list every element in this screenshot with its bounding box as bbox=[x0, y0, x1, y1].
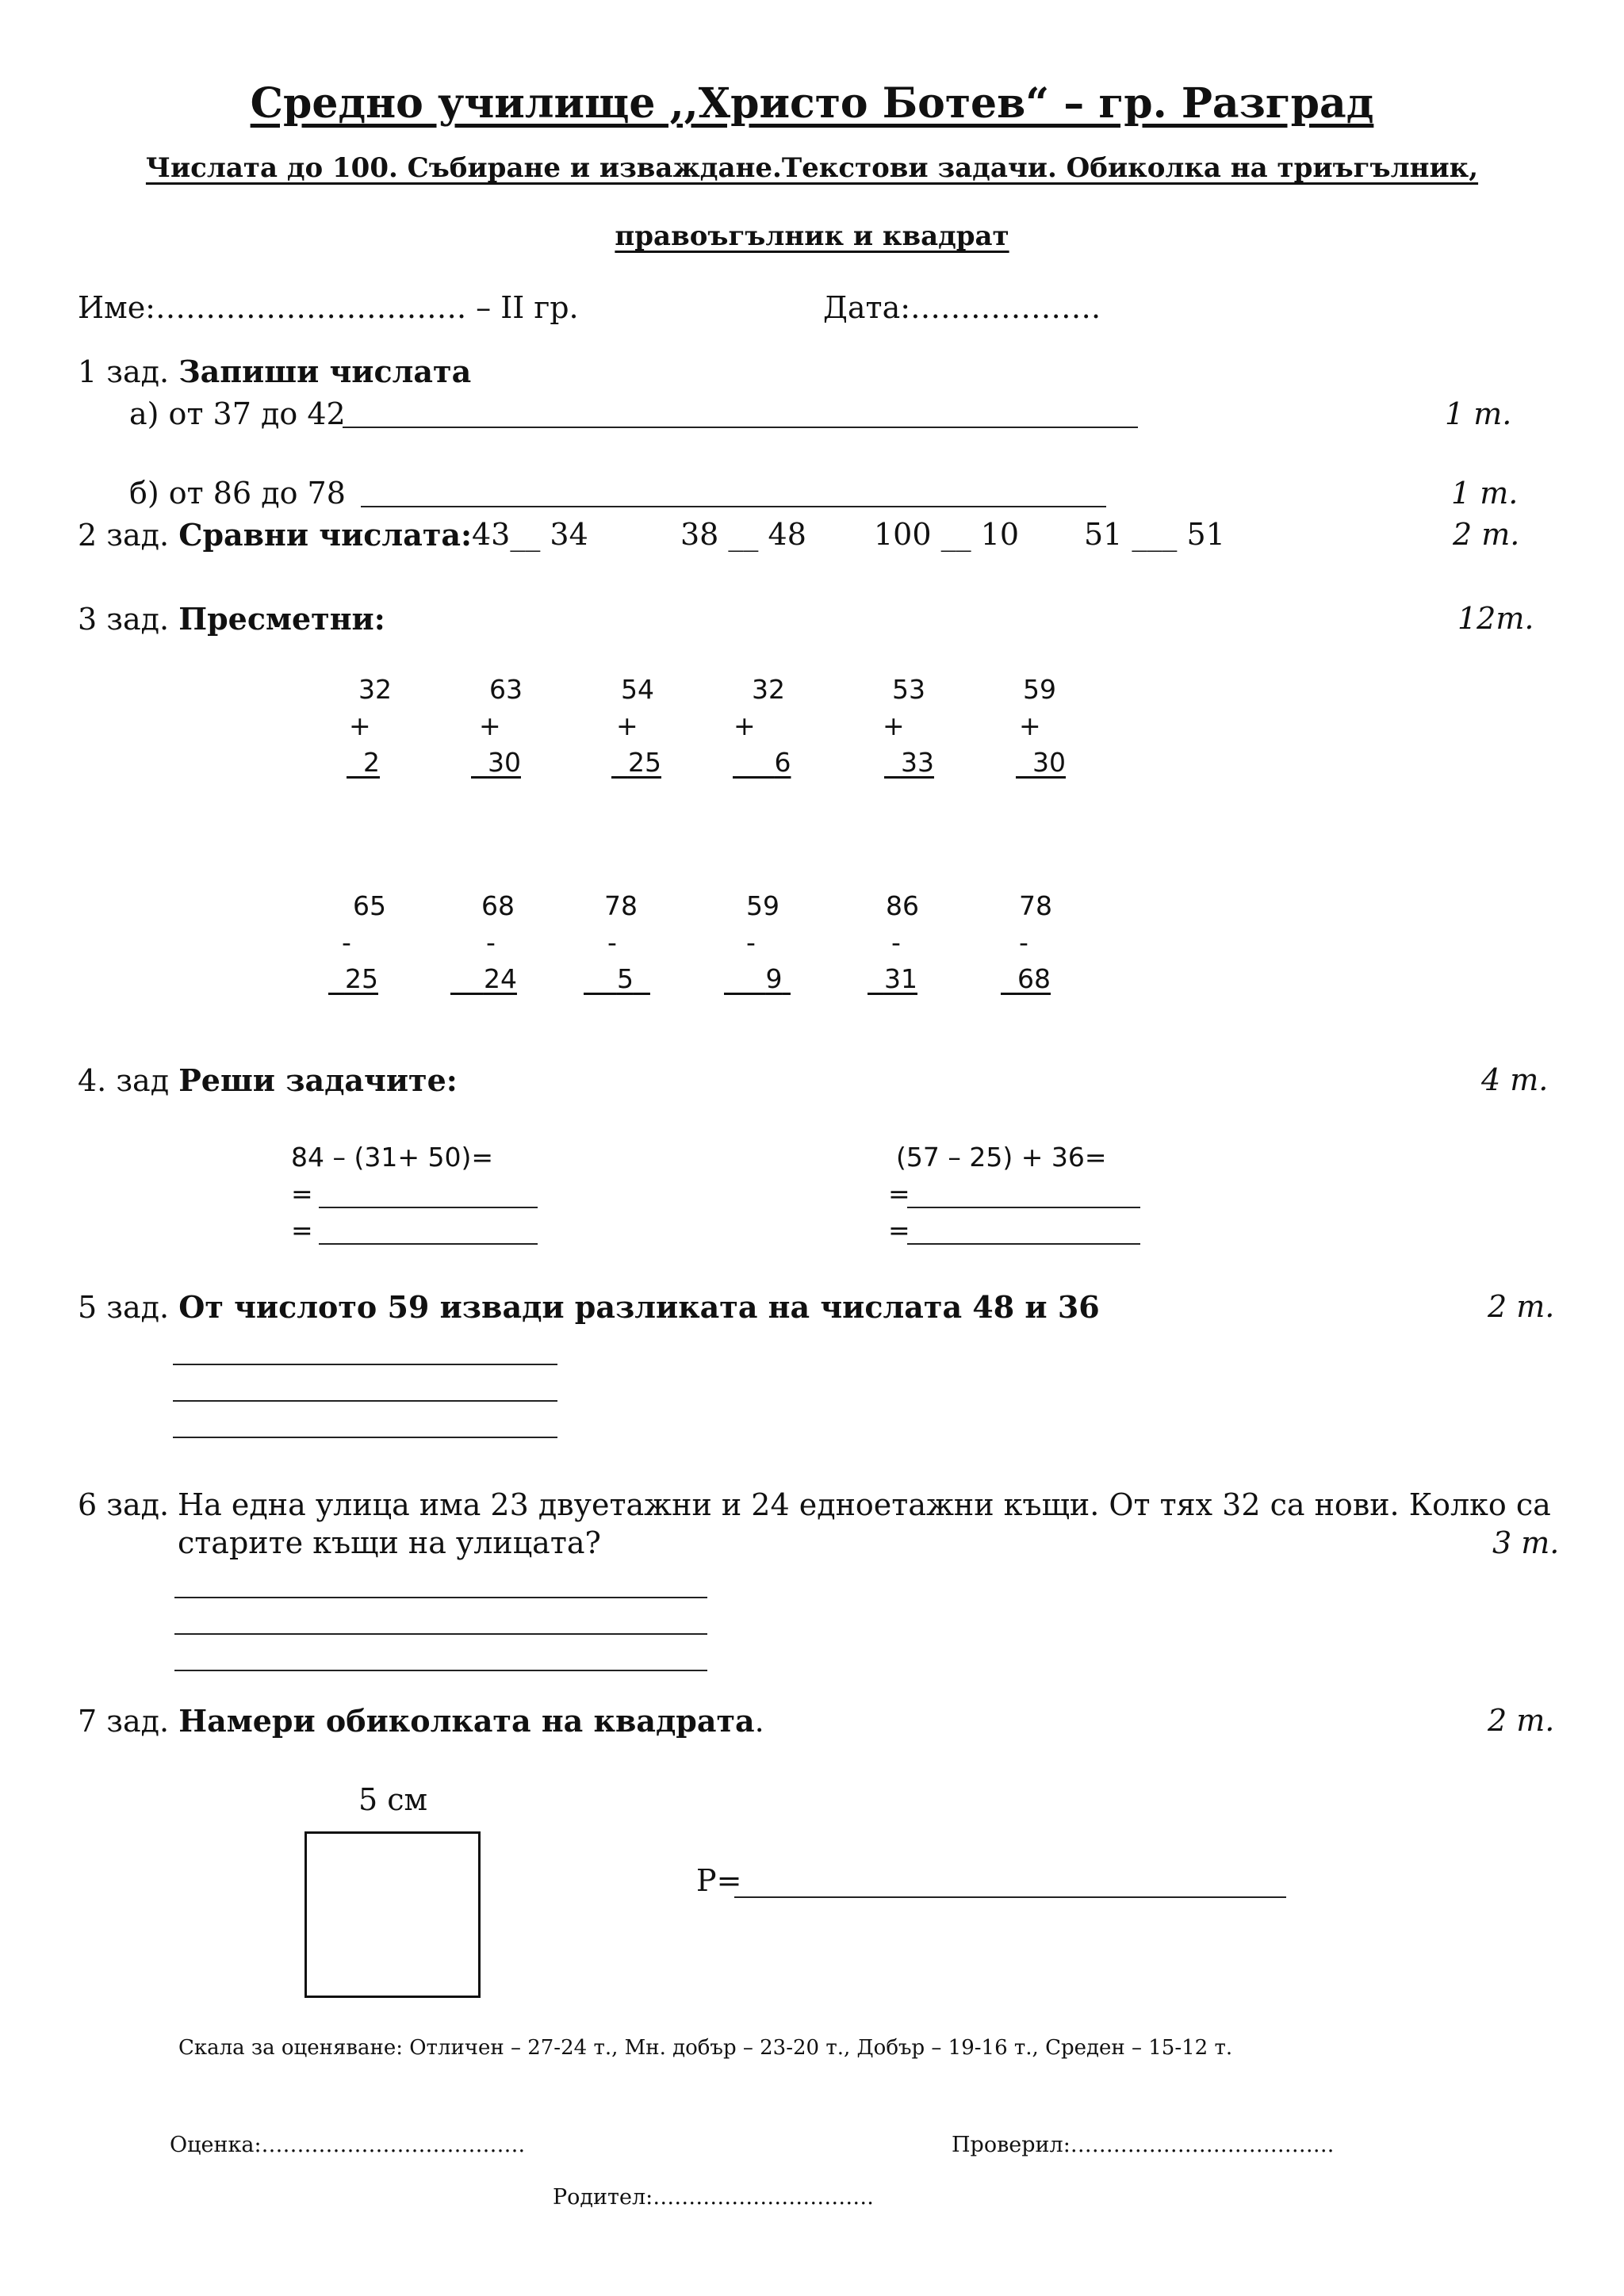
add1-bottom[interactable]: 2 bbox=[362, 747, 380, 778]
task5-number: 5 зад. bbox=[78, 1290, 170, 1325]
grade-field[interactable]: Оценка:………………………………. bbox=[170, 2133, 526, 2157]
square-figure bbox=[304, 1831, 481, 1998]
task1-number: 1 зад. bbox=[78, 354, 170, 389]
add1-op: + bbox=[349, 710, 371, 741]
sub6-top: 78 bbox=[1019, 890, 1052, 921]
task4-expression-2: (57 – 25) + 36= bbox=[896, 1142, 1107, 1173]
task5-answer-line-3[interactable] bbox=[173, 1437, 557, 1438]
task4-title: Реши задачите: bbox=[178, 1062, 458, 1098]
task3-heading bbox=[78, 601, 385, 637]
task1-a-label: а) от 37 до 42 bbox=[129, 396, 346, 431]
add5-top: 53 bbox=[892, 674, 925, 705]
task7-number: 7 зад. bbox=[78, 1704, 170, 1739]
add4-bottom[interactable]: 6 bbox=[774, 747, 791, 778]
perimeter-answer-line[interactable] bbox=[734, 1896, 1286, 1898]
task7-title: Намери обиколката на квадрата bbox=[178, 1703, 755, 1739]
task1-b-label: б) от 86 до 78 bbox=[129, 476, 346, 511]
sub2-op: - bbox=[486, 927, 496, 958]
task4-eq2-b: = bbox=[888, 1215, 910, 1246]
sub4-op: - bbox=[746, 927, 756, 958]
task6-text-line-2: старите къщи на улицата? bbox=[178, 1525, 601, 1560]
add6-top: 59 bbox=[1023, 674, 1056, 705]
task2-points: 2 т. bbox=[1453, 517, 1520, 552]
task4-answer-line-2a[interactable] bbox=[907, 1207, 1140, 1208]
task4-answer-line-2b[interactable] bbox=[907, 1243, 1140, 1245]
task4-eq2-a: = bbox=[888, 1178, 910, 1209]
task1-a-answer-line[interactable] bbox=[343, 427, 1138, 428]
grading-scale: Скала за оценяване: Отличен – 27-24 т., Мн. добър – 23-20 т., Добър – 19-16 т., Среден – 15-12 т. bbox=[178, 2036, 1233, 2060]
sub1-top: 65 bbox=[353, 890, 386, 921]
sub1-bottom[interactable]: 25 bbox=[344, 963, 378, 994]
school-title: Средно училище ,,Христо Ботев“ – гр. Разград bbox=[250, 79, 1374, 128]
task2-heading bbox=[78, 517, 472, 553]
task5-points: 2 т. bbox=[1488, 1289, 1555, 1324]
task6-points: 3 т. bbox=[1492, 1525, 1560, 1560]
compare-pair-3[interactable]: 100 __ 10 bbox=[874, 517, 1020, 552]
sub3-op: - bbox=[607, 927, 617, 958]
sub5-op: - bbox=[891, 927, 901, 958]
task4-eq1-a: = bbox=[291, 1178, 313, 1209]
sub6-op: - bbox=[1019, 927, 1028, 958]
sub4-top: 59 bbox=[746, 890, 779, 921]
add2-top: 63 bbox=[489, 674, 523, 705]
add6-bottom[interactable]: 30 bbox=[1032, 747, 1066, 778]
task6-text-line-1: На една улица има 23 двуетажни и 24 едноетажни къщи. От тях 32 са нови. Колко са bbox=[178, 1487, 1551, 1522]
add1-top: 32 bbox=[358, 674, 392, 705]
square-side-label: 5 см bbox=[358, 1782, 428, 1817]
task5-answer-line-2[interactable] bbox=[173, 1400, 557, 1402]
task5-title: От числото 59 извади разликата на числата 48 и 36 bbox=[178, 1289, 1100, 1325]
task5-answer-line-1[interactable] bbox=[173, 1364, 557, 1365]
sub2-top: 68 bbox=[481, 890, 515, 921]
add2-bottom[interactable]: 30 bbox=[487, 747, 521, 778]
sub5-bottom[interactable]: 31 bbox=[883, 963, 917, 994]
compare-pair-4[interactable]: 51 ___ 51 bbox=[1084, 517, 1225, 552]
task7-period: . bbox=[754, 1704, 764, 1739]
sub3-bottom[interactable]: 5 bbox=[616, 963, 634, 994]
compare-pair-2[interactable]: 38 __ 48 bbox=[680, 517, 806, 552]
task1-heading bbox=[78, 354, 471, 389]
parent-field[interactable]: Родител:…………………………. bbox=[553, 2185, 874, 2210]
task4-expression-1: 84 – (31+ 50)= bbox=[291, 1142, 493, 1173]
compare-pair-1[interactable]: 43__ 34 bbox=[472, 517, 588, 552]
task4-points: 4 т. bbox=[1481, 1062, 1549, 1097]
sub5-top: 86 bbox=[886, 890, 919, 921]
task3-points: 12т. bbox=[1457, 601, 1534, 636]
task7-points: 2 т. bbox=[1488, 1703, 1555, 1738]
add5-bottom[interactable]: 33 bbox=[900, 747, 934, 778]
add5-op: + bbox=[883, 710, 905, 741]
task4-number: 4. зад bbox=[78, 1063, 170, 1098]
sub1-op: - bbox=[342, 927, 351, 958]
task2-number: 2 зад. bbox=[78, 518, 170, 553]
topic-line-2: правоъгълник и квадрат bbox=[615, 220, 1009, 252]
task1-b-points: 1 т. bbox=[1451, 476, 1519, 511]
task3-title: Пресметни: bbox=[178, 601, 385, 637]
checked-by-field[interactable]: Проверил:………………………………. bbox=[952, 2133, 1335, 2157]
add2-op: + bbox=[479, 710, 501, 741]
task5-heading bbox=[78, 1289, 1100, 1325]
task6-answer-line-3[interactable] bbox=[174, 1670, 707, 1671]
task6-answer-line-2[interactable] bbox=[174, 1633, 707, 1635]
add4-top: 32 bbox=[752, 674, 785, 705]
perimeter-label: Р= bbox=[696, 1863, 742, 1898]
add6-op: + bbox=[1019, 710, 1041, 741]
task6-answer-line-1[interactable] bbox=[174, 1597, 707, 1598]
task2-title: Сравни числата: bbox=[178, 517, 473, 553]
add3-op: + bbox=[616, 710, 638, 741]
topic-line-1: Числата до 100. Събиране и изваждане.Текстови задачи. Обиколка на триъгълник, bbox=[145, 152, 1479, 184]
sub6-bottom[interactable]: 68 bbox=[1017, 963, 1051, 994]
task4-answer-line-1b[interactable] bbox=[319, 1243, 538, 1245]
task4-answer-line-1a[interactable] bbox=[319, 1207, 538, 1208]
sub2-bottom[interactable]: 24 bbox=[483, 963, 517, 994]
add3-bottom[interactable]: 25 bbox=[627, 747, 661, 778]
task7-heading bbox=[78, 1703, 764, 1739]
sub4-bottom[interactable]: 9 bbox=[765, 963, 783, 994]
task1-b-answer-line[interactable] bbox=[361, 506, 1106, 507]
add3-top: 54 bbox=[621, 674, 654, 705]
task4-heading bbox=[78, 1062, 458, 1098]
add4-op: + bbox=[733, 710, 756, 741]
task1-a-points: 1 т. bbox=[1445, 396, 1512, 431]
date-field[interactable]: Дата:………………. bbox=[823, 290, 1101, 325]
task4-eq1-b: = bbox=[291, 1215, 313, 1246]
task3-number: 3 зад. bbox=[78, 602, 170, 637]
task1-title: Запиши числата bbox=[178, 354, 472, 389]
sub3-top: 78 bbox=[604, 890, 638, 921]
name-field[interactable]: Име:…………………………. – II гр. bbox=[78, 290, 579, 325]
task6-number: 6 зад. bbox=[78, 1487, 170, 1522]
